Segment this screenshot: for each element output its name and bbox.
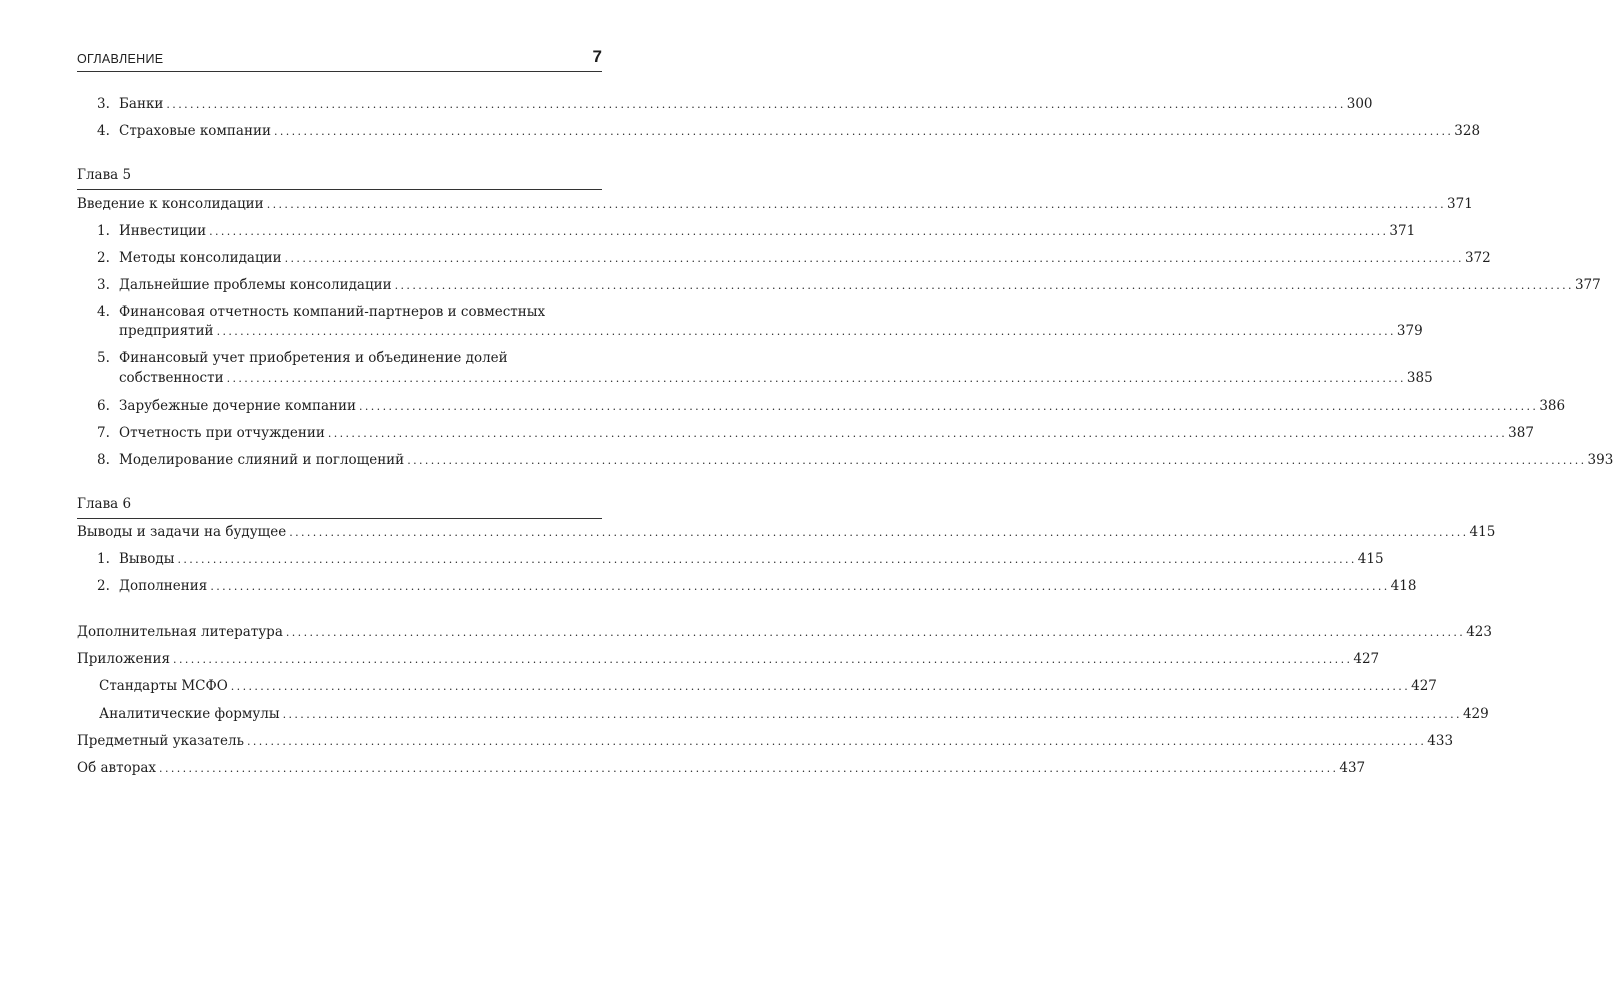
toc-entry[interactable]	[97, 549, 1384, 570]
dot-leader: ........................................................................................................................................................................................................	[285, 626, 1466, 639]
dot-leader: ........................................................................................................................................................................................................	[226, 372, 1406, 385]
entry-page: 371	[1447, 196, 1473, 212]
toc-entry[interactable]	[99, 704, 1489, 725]
toc-entry[interactable]	[77, 194, 1473, 215]
entry-page: 423	[1466, 624, 1492, 640]
entry-title: Приложения	[77, 651, 171, 667]
entry-page: 427	[1353, 651, 1380, 667]
entry-title: Методы консолидации	[119, 250, 282, 266]
entry-page: 300	[1346, 96, 1373, 112]
entry-page: 418	[1390, 578, 1417, 594]
toc-entry[interactable]	[97, 275, 1601, 296]
entry-page: 427	[1411, 678, 1437, 694]
header-title: ОГЛАВЛЕНИЕ	[77, 52, 164, 66]
entry-title: Предметный указатель	[77, 733, 244, 749]
toc-entry[interactable]	[97, 396, 1566, 417]
toc-entry-continuation[interactable]	[97, 321, 1423, 342]
entry-number: 1.	[97, 223, 110, 239]
entry-page: 379	[1396, 323, 1423, 339]
page-number: 7	[592, 47, 602, 66]
toc-entry[interactable]	[97, 576, 1417, 597]
toc-entry[interactable]	[97, 221, 1416, 242]
entry-page: 415	[1469, 524, 1496, 540]
entry-title: Моделирование слияний и поглощений	[119, 452, 405, 468]
toc-entry[interactable]	[77, 522, 1496, 543]
toc-entry[interactable]	[97, 94, 1373, 115]
dot-leader: ........................................................................................................................................................................................................	[394, 279, 1574, 292]
dot-leader: ........................................................................................................................................................................................................	[166, 98, 1346, 111]
chapter-rule	[77, 518, 602, 519]
entry-number: 3.	[97, 277, 110, 293]
toc-entry[interactable]	[99, 676, 1437, 697]
entry-number: 4.	[97, 123, 110, 139]
dot-leader: ........................................................................................................................................................................................................	[273, 125, 1454, 138]
entry-number: 4.	[97, 304, 110, 320]
entry-number: 2.	[97, 250, 110, 266]
entry-page: 387	[1508, 425, 1534, 441]
chapter-heading: Глава 5	[77, 167, 132, 183]
dot-leader: ........................................................................................................................................................................................................	[173, 653, 1353, 666]
running-header	[77, 49, 602, 72]
entry-title: собственности	[119, 370, 224, 386]
entry-number: 5.	[97, 350, 110, 366]
chapter-heading: Глава 6	[77, 496, 132, 512]
dot-leader: ........................................................................................................................................................................................................	[282, 708, 1462, 721]
entry-page: 393	[1587, 452, 1613, 468]
dot-leader: ........................................................................................................................................................................................................	[266, 198, 1447, 211]
entry-title: Выводы	[119, 551, 175, 567]
chapter-rule	[77, 189, 602, 190]
dot-leader: ........................................................................................................................................................................................................	[246, 735, 1427, 748]
toc-entry[interactable]	[77, 649, 1380, 670]
entry-title: Об авторах	[77, 760, 157, 776]
dot-leader: ........................................................................................................................................................................................................	[289, 526, 1469, 539]
entry-page: 415	[1357, 551, 1384, 567]
dot-leader: ........................................................................................................................................................................................................	[210, 580, 1390, 593]
dot-leader: ........................................................................................................................................................................................................	[209, 225, 1389, 238]
entry-page: 386	[1539, 398, 1566, 414]
entry-title: Дополнения	[119, 578, 208, 594]
toc-entry[interactable]	[77, 758, 1366, 779]
entry-title: Страховые компании	[119, 123, 271, 139]
entry-title: Дальнейшие проблемы консолидации	[119, 277, 392, 293]
entry-title: Введение к консолидации	[77, 196, 264, 212]
entry-title: Стандарты МСФО	[99, 678, 228, 694]
entry-title-line1: Финансовый учет приобретения и объединение долей	[119, 350, 508, 366]
toc-entry[interactable]	[77, 622, 1492, 643]
toc-entry[interactable]	[97, 302, 587, 322]
entry-number: 1.	[97, 551, 110, 567]
entry-title: Инвестиции	[119, 223, 207, 239]
toc-entry[interactable]	[97, 248, 1491, 269]
entry-title-line1: Финансовая отчетность компаний-партнеров и совместных	[119, 304, 546, 320]
entry-title: Отчетность при отчуждении	[119, 425, 325, 441]
entry-number: 6.	[97, 398, 110, 414]
toc-entry[interactable]	[77, 731, 1454, 752]
toc-entry[interactable]	[97, 121, 1481, 142]
entry-page: 372	[1464, 250, 1491, 266]
entry-page: 433	[1427, 733, 1454, 749]
entry-number: 7.	[97, 425, 110, 441]
entry-number: 8.	[97, 452, 110, 468]
entry-title: Выводы и задачи на будущее	[77, 524, 287, 540]
dot-leader: ........................................................................................................................................................................................................	[177, 553, 1357, 566]
toc-entry[interactable]	[97, 450, 1613, 471]
dot-leader: ........................................................................................................................................................................................................	[327, 427, 1508, 440]
dot-leader: ........................................................................................................................................................................................................	[284, 252, 1464, 265]
toc-entry[interactable]	[97, 423, 1534, 444]
dot-leader: ........................................................................................................................................................................................................	[159, 762, 1339, 775]
entry-page: 429	[1462, 706, 1489, 722]
dot-leader: ........................................................................................................................................................................................................	[216, 325, 1396, 338]
toc-entry-continuation[interactable]	[97, 368, 1433, 389]
entry-page: 377	[1574, 277, 1601, 293]
entry-title: Дополнительная литература	[77, 624, 283, 640]
entry-number: 3.	[97, 96, 110, 112]
dot-leader: ........................................................................................................................................................................................................	[230, 680, 1411, 693]
entry-page: 328	[1454, 123, 1481, 139]
entry-title: предприятий	[119, 323, 214, 339]
entry-title: Зарубежные дочерние компании	[119, 398, 356, 414]
entry-page: 437	[1339, 760, 1366, 776]
entry-page: 385	[1406, 370, 1433, 386]
toc-entry[interactable]	[97, 348, 587, 368]
entry-title: Аналитические формулы	[99, 706, 280, 722]
entry-page: 371	[1389, 223, 1416, 239]
dot-leader: ........................................................................................................................................................................................................	[407, 454, 1587, 467]
entry-title: Банки	[119, 96, 164, 112]
dot-leader: ........................................................................................................................................................................................................	[358, 400, 1539, 413]
entry-number: 2.	[97, 578, 110, 594]
